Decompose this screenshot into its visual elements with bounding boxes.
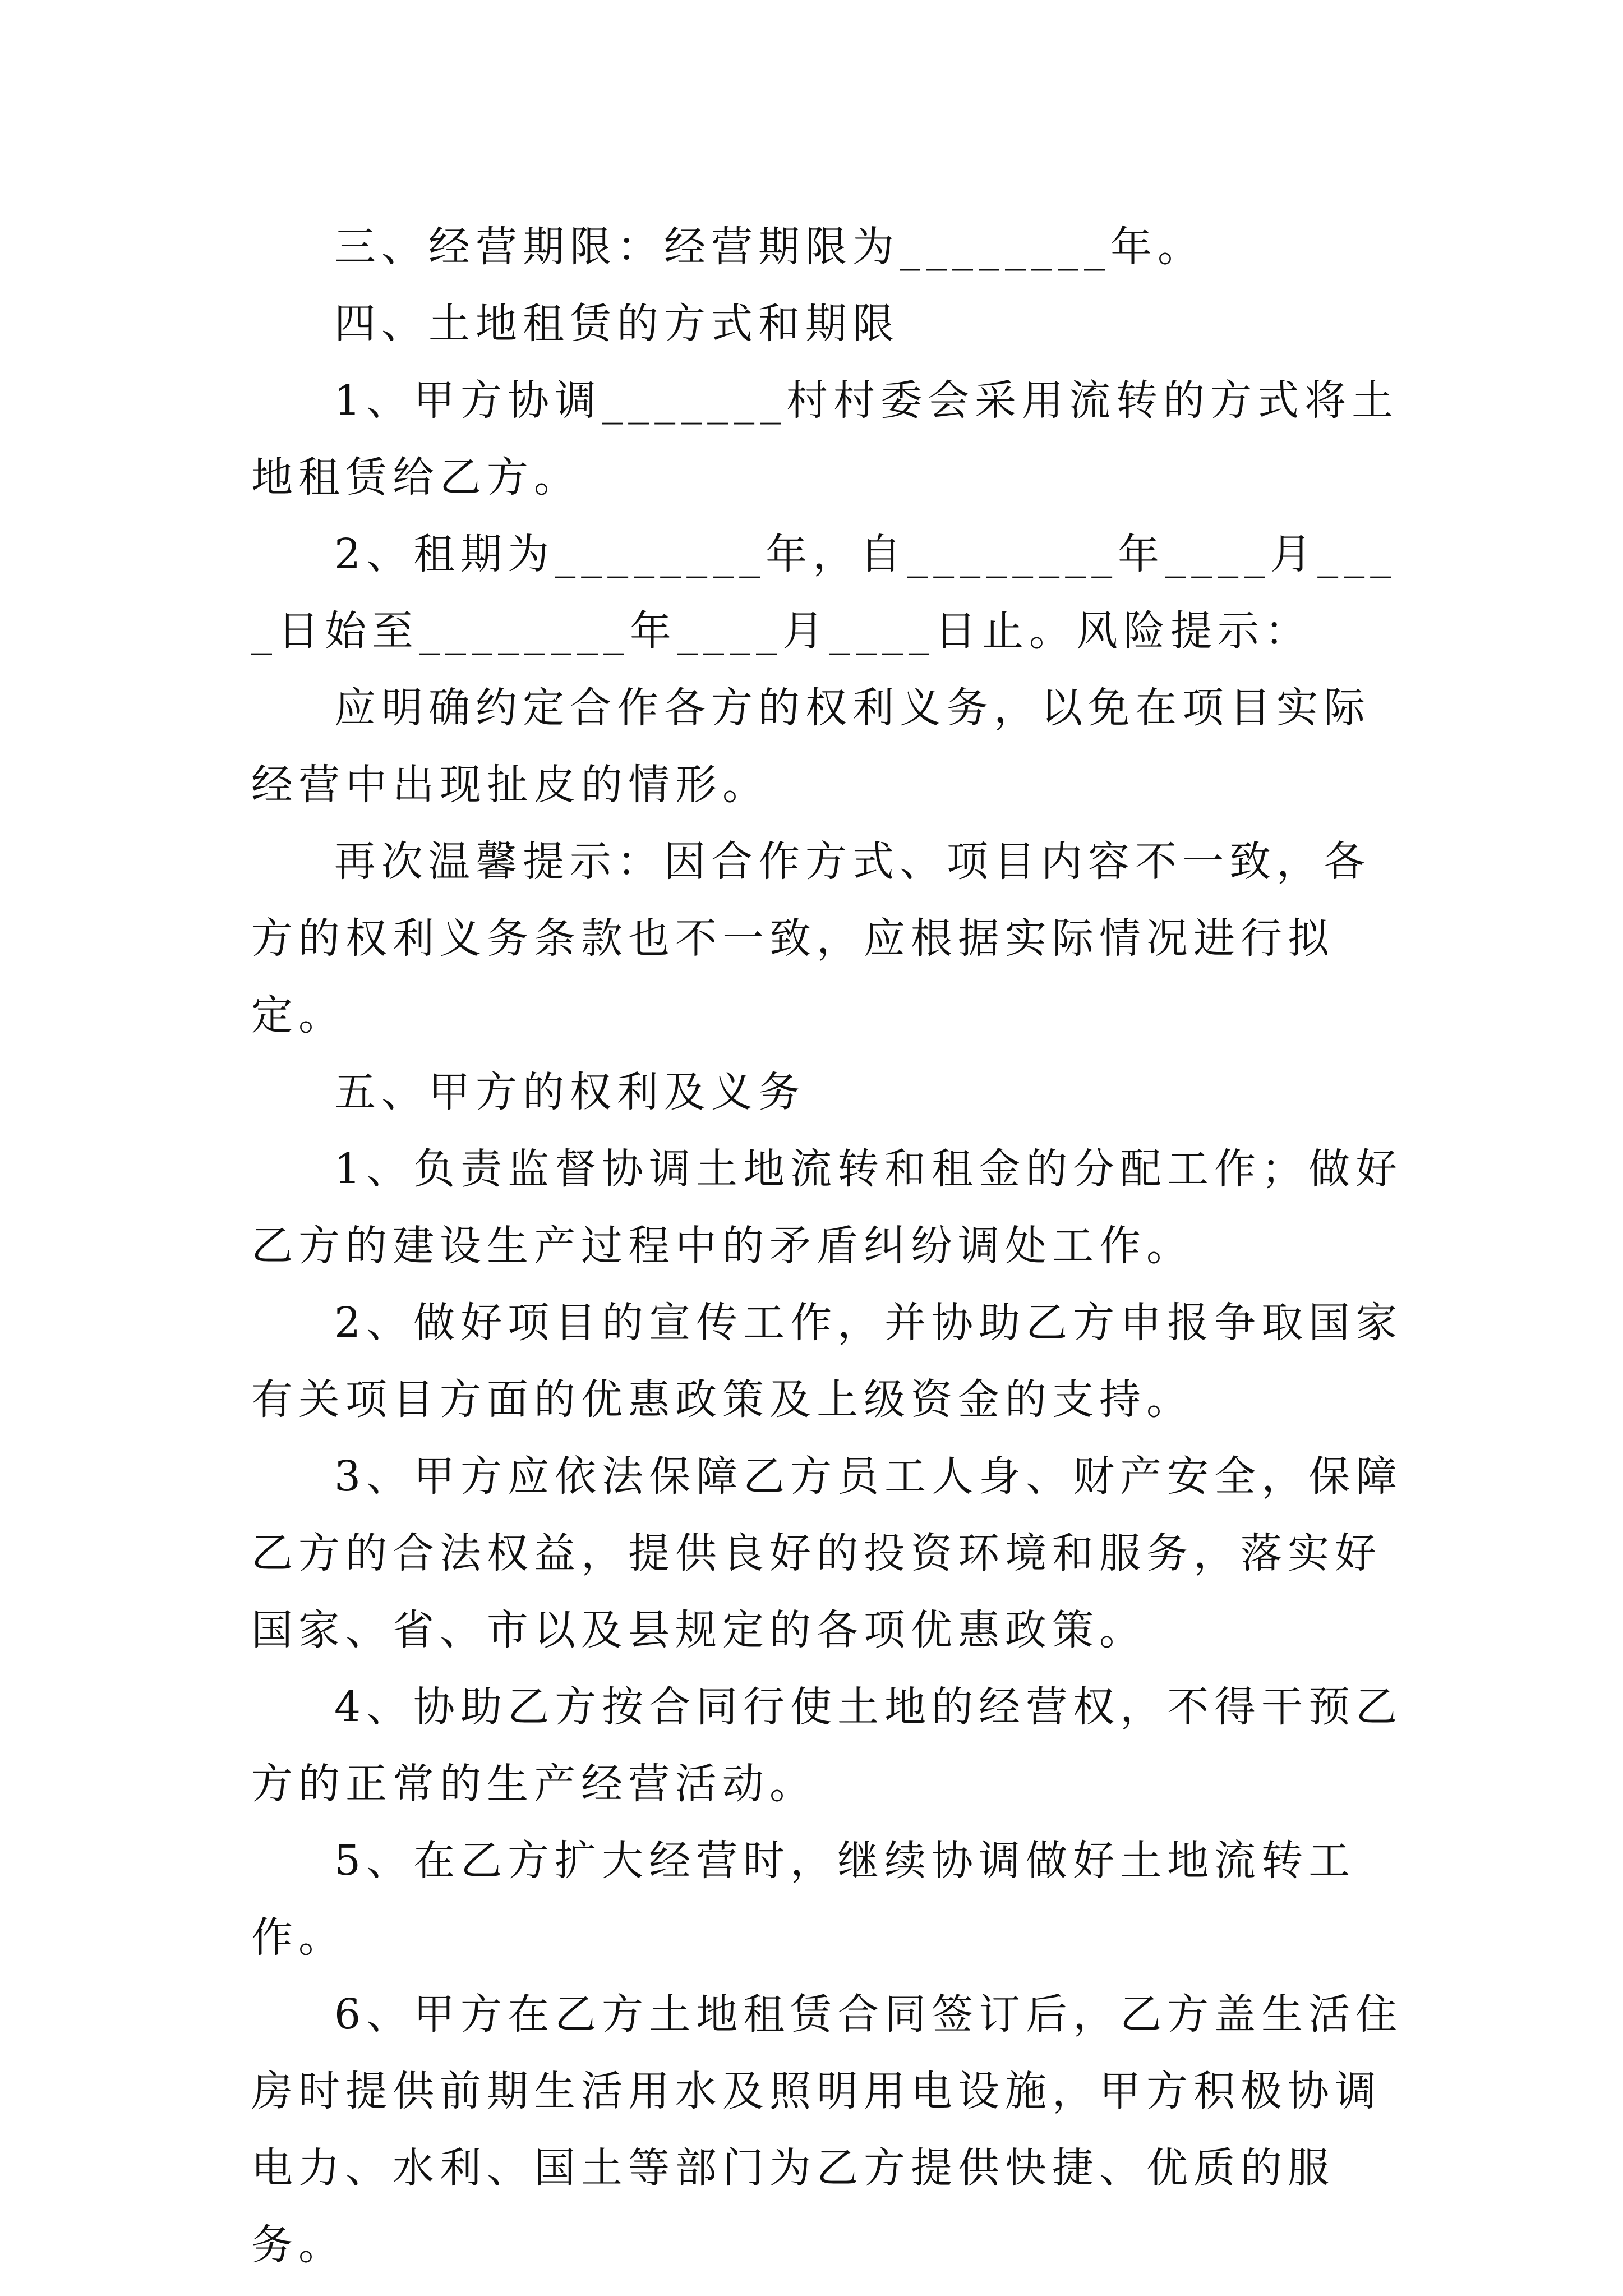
paragraph-lease-method: 1、甲方协调_______村村委会采用流转的方式将土地租赁给乙方。 — [251, 376, 1399, 501]
paragraph-party-a-item-4: 4、协助乙方按合同行使土地的经营权，不得干预乙方的正常的生产经营活动。 — [251, 1683, 1403, 1808]
heading-party-a-rights: 五、甲方的权利及义务 — [334, 1068, 805, 1116]
paragraph-party-a-item-1: 1、负责监督协调土地流转和租金的分配工作；做好乙方的建设生产过程中的矛盾纠纷调处工作。 — [251, 1145, 1403, 1270]
document-body — [251, 209, 1407, 2284]
heading-land-lease: 四、土地租赁的方式和期限 — [334, 300, 900, 348]
paragraph-term-duration: 三、经营期限：经营期限为________年。 — [334, 223, 1205, 271]
paragraph-party-a-item-2: 2、做好项目的宣传工作，并协助乙方申报争取国家有关项目方面的优惠政策及上级资金的支持。 — [251, 1299, 1403, 1424]
paragraph-risk-note: 应明确约定合作各方的权利义务，以免在项目实际经营中出现扯皮的情形。 — [251, 684, 1371, 809]
paragraph-party-a-item-3: 3、甲方应依法保障乙方员工人身、财产安全，保障乙方的合法权益，提供良好的投资环境和服务，落实好国家、省、市以及县规定的各项优惠政策。 — [251, 1452, 1403, 1654]
paragraph-party-a-item-5: 5、在乙方扩大经营时，继续协调做好土地流转工作。 — [251, 1837, 1356, 1962]
paragraph-reminder: 再次温馨提示：因合作方式、项目内容不一致，各方的权利义务条款也不一致，应根据实际情况进行拟定。 — [251, 838, 1371, 1039]
paragraph-lease-period: 2、租期为________年，自________年____月____日始至________年____月____日止。风险提示： — [251, 530, 1397, 655]
paragraph-party-a-item-6: 6、甲方在乙方土地租赁合同签订后，乙方盖生活住房时提供前期生活用水及照明用电设施，甲方积极协调电力、水利、国土等部门为乙方提供快捷、优质的服务。 — [251, 1990, 1403, 2269]
